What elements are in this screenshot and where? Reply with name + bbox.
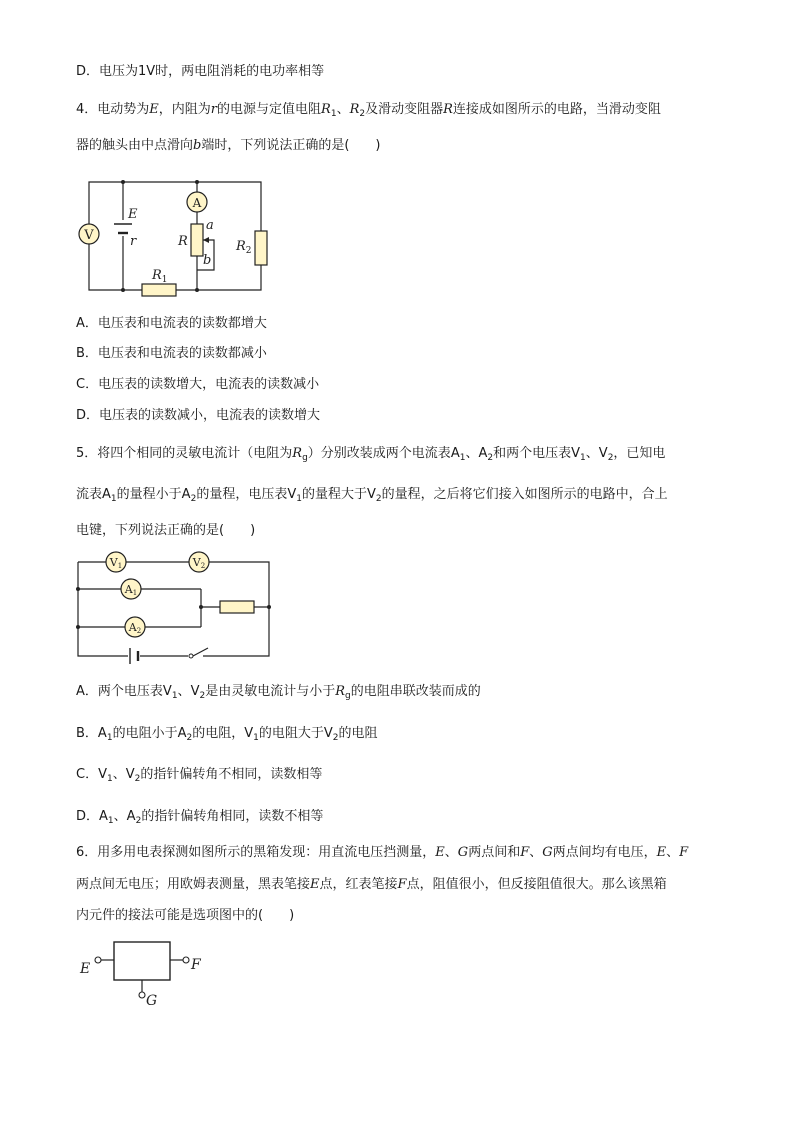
- q6-black-box: [114, 942, 170, 980]
- q6-terminal-g: [139, 992, 145, 998]
- q6-label-g: G: [146, 993, 158, 1009]
- q6-stem-line2: 两点间无电压；用欧姆表测量，黑表笔接E点，红表笔接F点，阻值很小，但反接阻值很大。那么该黑箱: [76, 877, 667, 892]
- q6-terminal-f: [183, 957, 189, 963]
- q6-stem-line1: 6．用多用电表探测如图所示的黑箱发现：用直流电压挡测量，E、G两点间和F、G两点间均有电压，E、F: [76, 845, 689, 860]
- q4-voltmeter-label: V: [84, 228, 94, 243]
- q5-option-c: C．$V_1$、$V_2$的指针偏转角不相同，读数相等: [76, 767, 323, 784]
- q5-a2-label: A2: [128, 621, 142, 635]
- q4-r1-label: $R_1$: [152, 268, 168, 285]
- q5-option-d: D．$A_1$、$A_2$的指针偏转角相同，读数不相等: [76, 809, 324, 826]
- q4-rheostat-label: R: [178, 234, 188, 249]
- q6-label-f: F: [191, 957, 201, 973]
- q4-r2-label: $R_2$: [236, 239, 252, 256]
- q4-stem-line1: 4．电动势为E，内阻为r的电源与定值电阻$R_1$、$R_2$及滑动变阻器R连接成如图所示的电路，当滑动变阻: [76, 102, 661, 119]
- q5-v2-label: V2: [192, 556, 206, 570]
- q4-internal-r-label: r: [130, 234, 137, 249]
- q6-label-e: E: [80, 961, 91, 977]
- q4-option-b: B．电压表和电流表的读数都减小: [76, 346, 267, 361]
- q4-stem-line2: 器的触头由中点滑向b端时，下列说法正确的是( ): [76, 138, 381, 153]
- q4-option-c: C．电压表的读数增大，电流表的读数减小: [76, 377, 320, 392]
- q5-stem-line2: 流表$A_1$的量程小于$A_2$的量程，电压表$V_1$的量程大于$V_2$的量程，之后将它们接入如图所示的电路中，合上: [76, 487, 668, 504]
- q6-terminal-e: [95, 957, 101, 963]
- q5-v1-label: V1: [109, 556, 123, 570]
- q4-ammeter-label: A: [192, 196, 202, 210]
- q5-stem-line3: 电键，下列说法正确的是( ): [76, 523, 256, 538]
- q5-a1-label: A1: [124, 583, 138, 597]
- q5-stem-line1: 5．将四个相同的灵敏电流计（电阻为$R_g$）分别改装成两个电流表$A_1$、$A_2$和两个电压表$V_1$、$V_2$，已知电: [76, 446, 666, 463]
- q4-option-d: D．电压表的读数减小，电流表的读数增大: [76, 408, 321, 423]
- q3-option-d: D．电压为1V时，两电阻消耗的电功率相等: [76, 64, 325, 79]
- q4-emf-label: E: [128, 207, 138, 222]
- q6-stem-line3: 内元件的接法可能是选项图中的( ): [76, 908, 295, 923]
- q4-option-a: A．电压表和电流表的读数都增大: [76, 316, 267, 331]
- q4-point-a-label: a: [206, 218, 214, 233]
- q5-option-a: A．两个电压表$V_1$、$V_2$是由灵敏电流计与小于$R_g$的电阻串联改装而成的: [76, 684, 481, 701]
- q4-point-b-label: b: [203, 253, 212, 268]
- q5-option-b: B．$A_1$的电阻小于$A_2$的电阻，$V_1$的电阻大于$V_2$的电阻: [76, 726, 378, 743]
